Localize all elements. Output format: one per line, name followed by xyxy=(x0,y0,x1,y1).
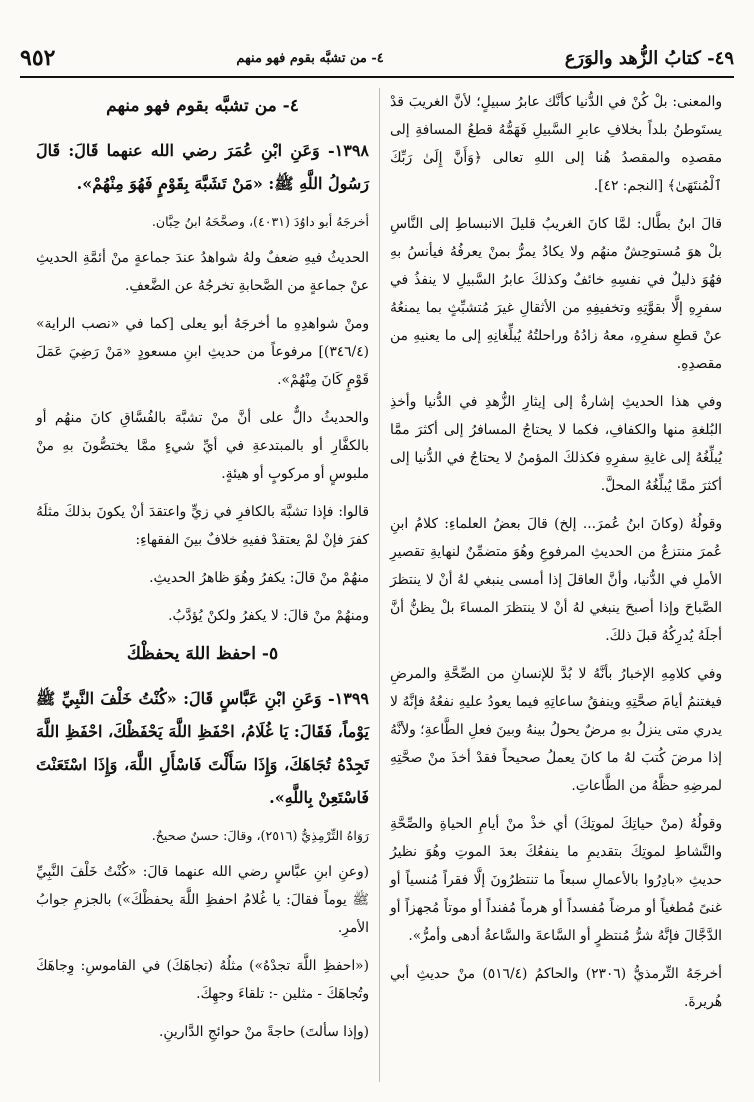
paragraph: («احفظِ اللَّهَ تجدْهُ») مثلُهُ (تجاهَكَ) في القاموسِ: وِجاهَكَ وتُجاهَكَ - مثلين -: تلقاءَ وجهِكَ. xyxy=(36,958,369,1002)
paragraph: أخرجَهُ التِّرمذيُّ (٢٣٠٦) والحاكمُ (٥١٦/٤) منْ حديثِ أبي هُريرةَ. xyxy=(390,966,722,1010)
paragraph: قالوا: فإذا تشبَّهَ بالكافرِ في زيٍّ واعتقدَ أنْ يكونَ بذلكَ مثلَهُ كفرَ فإنْ لمْ يعتقدْ ففيهِ خلافٌ بينَ الفقهاءِ: xyxy=(36,504,369,548)
hadith-text: ١٣٩٨- وَعَنِ ابْنِ عُمَرَ رضي الله عنهما قَالَ: قَالَ رَسُولُ اللَّهِ ﷺ: «مَنْ تَشَبَّهَ بِقَوْمٍ فَهُوَ مِنْهُمْ». xyxy=(36,141,369,193)
paragraph: ومنْ شواهدِهِ ما أخرجَهُ أبو يعلى [كما في «نصب الراية» (٣٤٦/٤)] مرفوعاً من حديثِ ابنِ مسعودٍ «مَنْ رَضِيَ عَمَلَ قَوْمٍ كَانَ مِنْهُمْ». xyxy=(36,316,369,388)
hadith-source: رَوَاهُ التِّرْمِذِيُّ (٢٥١٦)، وقالَ: حسنٌ صحيحٌ. xyxy=(151,828,369,843)
left-column xyxy=(26,88,379,1082)
running-title-right: ٤٩- كتابُ الزُّهد والوَرَع xyxy=(564,47,734,69)
paragraph: وفي هذا الحديثِ إشارةٌ إلى إيثارِ الزُّهدِ في الدُّنيا وأخذِ البُلغةِ منها والكفافِ، فكما لا يحتاجُ المسافرُ إلى أكثرَ ممَّا يُبلِّغُهُ إلى غايةِ سفرِهِ فكذلكَ المؤمنُ لا يحتاجُ في الدُّنيا إلى أكثرَ ممَّا يُبلِّغُهُ المحلَّ. xyxy=(390,394,722,494)
paragraph: والحديثُ دالٌّ على أنَّ منْ تشبَّهَ بالفُسَّاقِ كانَ منهُم أو بالكفَّارِ أو بالمبتدعةِ في أيِّ شيءٍ ممَّا يختصُّونَ بهِ منْ ملبوسٍ أو مركوبٍ أو هيئةٍ. xyxy=(36,410,369,482)
paragraph: قالَ ابنُ بطَّال: لمَّا كانَ الغريبُ قليلَ الانبساطِ إلى النَّاسِ بلْ هوَ مُستوحِشٌ منهُم ولا يكادُ يمرُّ بمنْ يعرفُهُ فيأنسُ بهِ فهُوَ ذليلٌ في نفسِهِ خائفٌ وكذلكَ عابرُ السَّبيلِ لا ينفذُ في سفرِهِ إلَّا بقوَّتِهِ وتخفيفِهِ من الأثقالِ غيرَ مُتشبِّثٍ بما يمنعُهُ عنْ قطعِ سفرِهِ، معهُ زادُهُ وراحلتُهُ يُبلِّغانِهِ إلى ما يعنيهِ من مقصدِهِ. xyxy=(390,216,722,372)
right-column xyxy=(379,88,732,1082)
paragraph: وقولُهُ (منْ حياتِكَ لموتِكَ) أي خذْ منْ أيامِ الحياةِ والصِّحَّةِ والنَّشاطِ لموتِكَ بتقديمِ ما ينفعُكَ بعدَ الموتِ وهُوَ نظيرُ حديثِ «بادِرُوا بالأعمالِ سبعاً ما تنتظرُونَ إلَّا فقراً مُنسياً أو غنىً مُطغياً أو مرضاً مُفسداً أو هرماً مُفنداً أو موتاً مُجهزاً أو الدَّجَّالَ فإنَّهُ شرُّ مُنتظرٍ أو السَّاعةَ والسَّاعةُ أدهى وأمرُّ». xyxy=(390,816,722,944)
hadith-source: أخرجَهُ أبو داوُدَ (٤٠٣١)، وصحَّحَهُ ابنُ حِبَّان. xyxy=(151,214,369,229)
paragraph: ومنهُمْ منْ قالَ: لا يكفرُ ولكنْ يُؤدَّبُ. xyxy=(168,608,369,624)
paragraph: (وعنِ ابنِ عبَّاسٍ رضي الله عنهما قالَ: «كُنْتُ خَلْفَ النَّبِيِّ ﷺ يوماً فقالَ: يا غُلامُ احفظِ اللَّهَ يحفظْكَ») بالجزمِ جوابُ الأمرِ. xyxy=(36,864,369,936)
paragraph: منهُمْ منْ قالَ: يكفرُ وهُوَ ظاهرُ الحديثِ. xyxy=(149,570,369,586)
paragraph: والمعنى: بلْ كُنْ في الدُّنيا كأنَّك عابرُ سبيلٍ؛ لأنَّ الغريبَ قدْ يستَوطنُ بلداً بخلافِ عابرِ السَّبيلِ فَهَمُّهُ قطعُ المسافةِ إلى مقصدِه والمقصدُ هُنا إلى اللهِ تعالى ﴿وَأَنَّ إِلَىٰ رَبِّكَ ٱلْمُنتَهَىٰ﴾ [النجم: ٤٢]. xyxy=(390,94,722,194)
text-columns xyxy=(26,88,732,1082)
paragraph: الحديثُ فيهِ ضعفٌ ولهُ شواهدُ عندَ جماعةٍ منْ أئمَّةِ الحديثِ عنْ جماعةٍ من الصَّحابةِ تخرجُهُ عن الضَّعفِ. xyxy=(36,250,369,294)
page-number: ٩٥٢ xyxy=(20,45,56,71)
paragraph: (وإذا سألتَ) حاجةً منْ حوائجِ الدَّارينِ. xyxy=(159,1024,369,1040)
paragraph: وفي كلامِهِ الإخبارُ بأنَّهُ لا بُدَّ للإنسانِ من الصِّحَّةِ والمرضِ فيغتنمُ أيامَ صحَّتِهِ وينفقُ ساعاتِهِ فيما يعودُ عليهِ نفعُهُ فإنَّهُ لا يدري متى ينزلُ بهِ مرضٌ يحولُ بينهُ وبينَ فعلِ الطَّاعةِ؛ ولأنَّهُ إذا مرضَ كُتبَ لهُ ما كانَ يعملُ صحيحاً فقدْ أخذَ منْ صحَّتِهِ لمرضِهِ حظَّهُ من الطَّاعاتِ. xyxy=(390,666,722,794)
section-heading: ٥- احفظ اللهَ يحفظْكَ xyxy=(126,644,279,664)
paragraph: وقولُهُ (وكانَ ابنُ عُمرَ... إلخ) قالَ بعضُ العلماءِ: كلامُ ابنِ عُمرَ منتزعٌ من الحديثِ المرفوعِ وهُوَ متضمِّنٌ لنهايةِ تقصيرِ الأملِ في الدُّنيا، وأنَّ العاقلَ إذا أمسى ينبغي لهُ أنْ لا ينتظرَ الصَّباحَ وإذا أصبحَ ينبغي لهُ أنْ لا ينتظرَ المساءَ بلْ يظنُّ أنَّ أجلَهُ يُدرِكُهُ قبلَ ذلكَ. xyxy=(390,516,722,644)
section-heading: ٤- من تشبَّه بقوم فهو منهم xyxy=(106,96,299,116)
running-title-left: ٤- من تشبَّه بقوم فهو منهم xyxy=(236,50,384,66)
hadith-text: ١٣٩٩- وَعَنِ ابْنِ عَبَّاسٍ قَالَ: «كُنْتُ خَلْفَ النَّبِيِّ ﷺ يَوْماً، فَقَالَ: يَا غُلَامُ، احْفَظِ اللَّهَ يَحْفَظْكَ، احْفَظِ اللَّهَ تَجِدْهُ تُجَاهَكَ، وَإِذَا سَأَلْتَ فَاسْأَلِ اللَّهَ، وَإِذَا اسْتَعَنْتَ فَاسْتَعِنْ بِاللَّهِ». xyxy=(36,689,369,807)
page-header xyxy=(20,40,734,78)
